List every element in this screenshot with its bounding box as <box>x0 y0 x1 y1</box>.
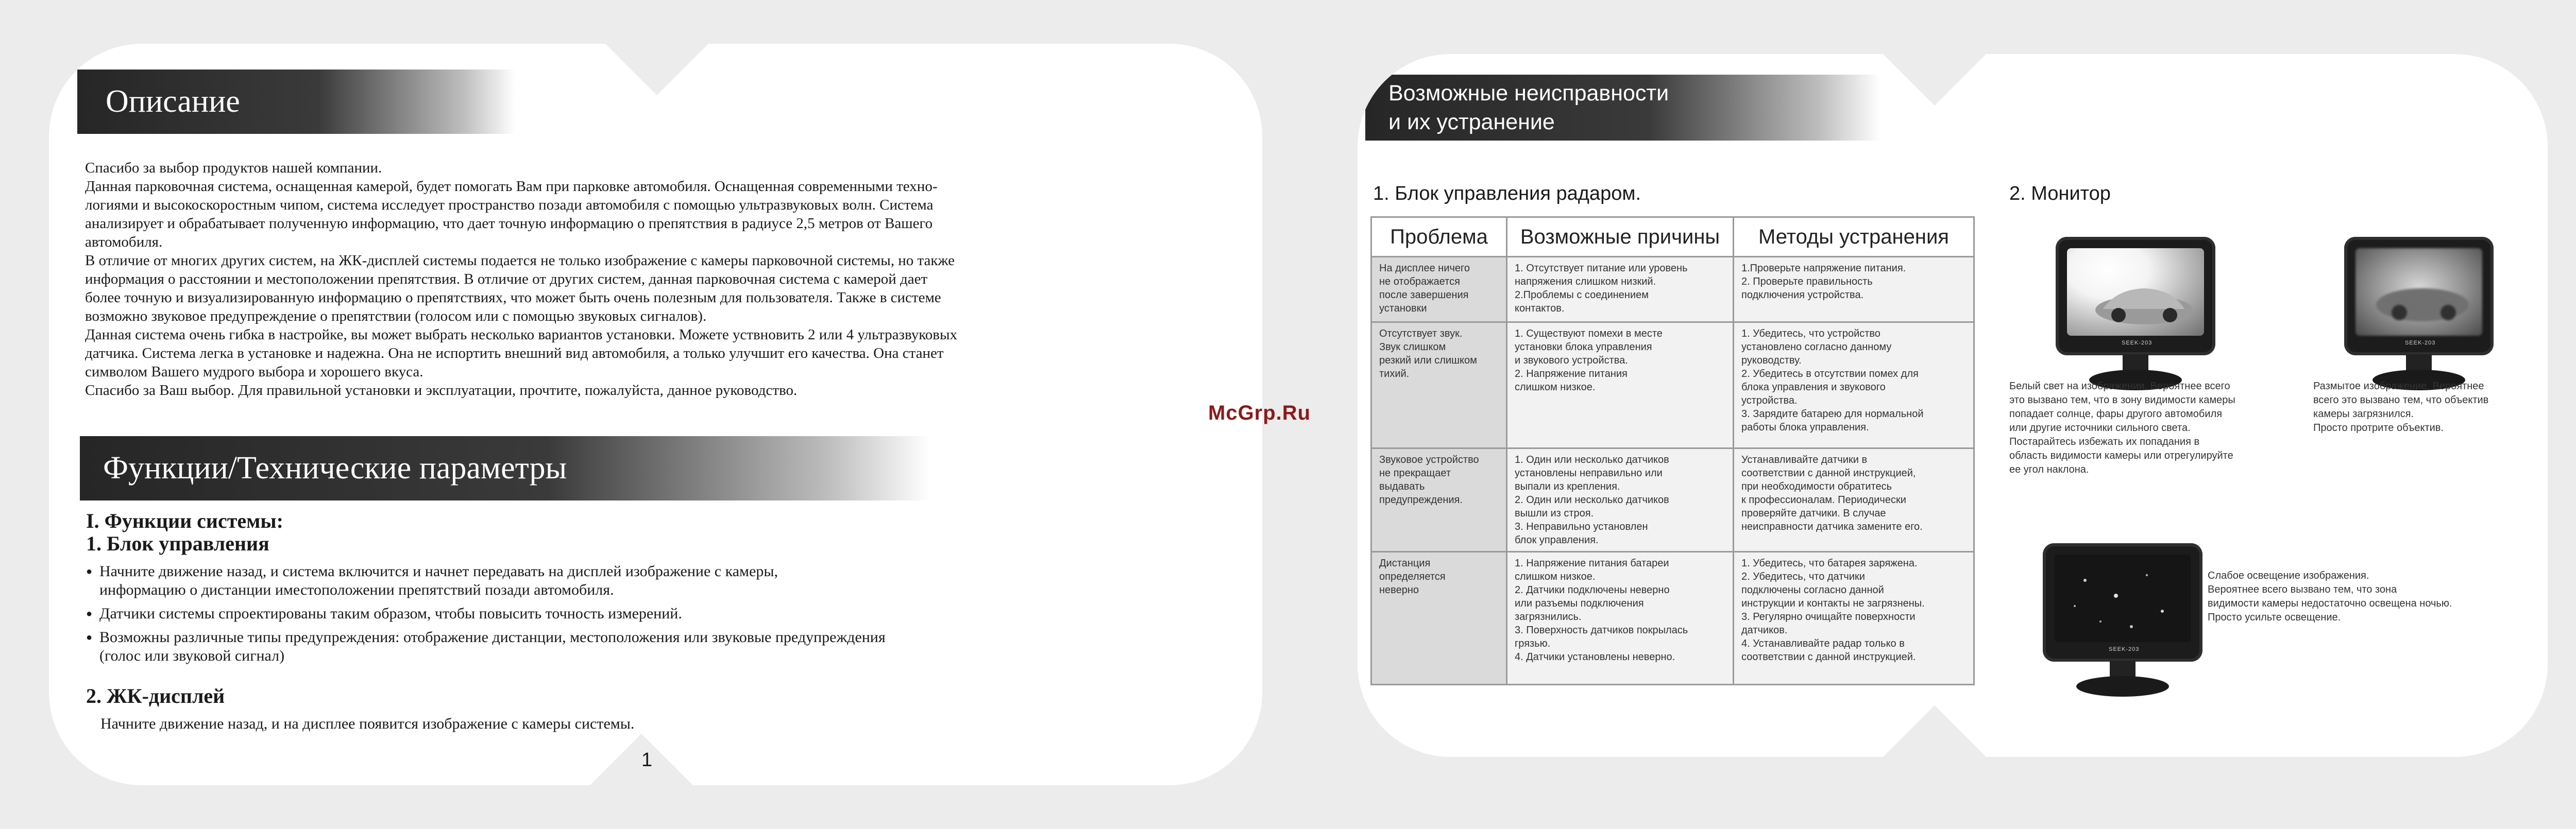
cell-line: 2. Один или несколько датчиков <box>1515 494 1669 506</box>
cell-line: 1.Проверьте напряжение питания. <box>1741 263 1906 274</box>
causes-cell <box>1507 322 1734 448</box>
causes-cell <box>1507 257 1734 322</box>
fixes-cell <box>1734 322 1974 448</box>
description-header <box>77 70 515 134</box>
intro-line: более точную и визуализированную информацию о препятствиях, что может быть очень полезным для пользователя. Также в системе <box>85 289 941 306</box>
control-block-title: 1. Блок управления <box>86 532 269 555</box>
cell-line: На дисплее ничего <box>1379 263 1470 274</box>
monitor-bright-image <box>2056 237 2215 394</box>
bullet-item <box>86 562 886 599</box>
cell-line: 2.Проблемы с соединением <box>1515 289 1649 301</box>
intro-line: информация о расстоянии и местоположении препятствия. В отличие от других систем, данная парковочная система с камерой дает <box>85 271 928 287</box>
car-picture <box>2067 248 2204 336</box>
cell-line: неверно <box>1379 584 1419 596</box>
cell-line: Устанавливайте датчики в <box>1741 454 1868 465</box>
cell-line: при необходимости обратитесь <box>1741 481 1892 492</box>
cell-line: проверяйте датчики. В случае <box>1741 508 1886 519</box>
watermark: McGrp.Ru <box>1208 402 1311 424</box>
cell-line: или разъемы подключения <box>1515 598 1644 609</box>
monitor-logo: SEEK-203 <box>2122 340 2153 346</box>
cell-line: устройства. <box>1741 395 1798 406</box>
cell-line: 2. Убедитесь, что датчики <box>1741 571 1865 582</box>
fixes-cell <box>1734 448 1974 552</box>
caption-line: или другие источники сильного света. <box>2009 422 2191 434</box>
caption-line: попадает солнце, фары другого автомобиля <box>2009 408 2223 420</box>
page-notch-bottom <box>1883 705 1986 757</box>
cell-line: и звукового устройства. <box>1515 355 1628 366</box>
cell-line: подключения устройства. <box>1741 289 1864 301</box>
intro-line: Спасибо за Ваш выбор. Для правильной установки и эксплуатации, прочтите, пожалуйста, данное руководство. <box>85 382 798 399</box>
cell-line: 2. Датчики подключены неверно <box>1515 584 1670 596</box>
column-header: Методы устранения <box>1734 217 1974 257</box>
cell-line: 1. Отсутствует питание или уровень <box>1515 263 1688 274</box>
intro-line: автомобиля. <box>85 234 163 250</box>
cell-line: не прекращает <box>1379 468 1451 479</box>
troubleshooting-header <box>1365 75 1880 141</box>
caption-line: Просто протрите объектив. <box>2313 422 2444 434</box>
table-row <box>1371 552 1974 685</box>
cell-line: слишком низкое. <box>1515 382 1596 393</box>
column-header: Проблема <box>1371 217 1507 257</box>
cell-line: установлено согласно данному <box>1741 341 1892 353</box>
fixes-cell <box>1734 552 1974 685</box>
causes-cell <box>1507 448 1734 552</box>
cell-line: выдавать <box>1379 481 1425 492</box>
bullet-line: ● Возможны различные типы предупреждения: отображение дистанции, местоположения или звуковые предупреждения <box>99 629 886 646</box>
cell-line: блока управления и звукового <box>1741 382 1886 393</box>
monitor-dark-image <box>2043 543 2202 700</box>
cell-line: слишком низкое. <box>1515 571 1596 582</box>
cell-line: датчиков. <box>1741 625 1788 636</box>
intro-line: В отличие от многих других систем, на ЖК-дисплей системы подается не только изображение с камеры парковочной системы, но также <box>85 252 955 269</box>
lcd-text: Начните движение назад, и на дисплее появится изображение с камеры системы. <box>100 715 635 732</box>
bullet-item <box>86 628 886 665</box>
caption-line: это вызвано тем, что в зону видимости камеры <box>2009 394 2235 406</box>
intro-line: логиями и высокоскоростным чипом, система исследует пространство позади автомобиля с помощью ультразвуковых волн. Система <box>85 197 934 213</box>
cell-line: неисправности датчика замените его. <box>1741 521 1923 532</box>
cell-line: 3. Зарядите батарею для нормальной <box>1741 408 1924 420</box>
description-header-title: Описание <box>106 84 240 119</box>
cell-line: руководству. <box>1741 355 1802 366</box>
table-header-row <box>1371 217 1974 257</box>
cell-line: резкий или слишком <box>1379 355 1477 366</box>
cell-line: 1. Напряжение питания батареи <box>1515 558 1669 569</box>
intro-line: датчика. Система легка в установке и надежна. Она не испортить внешний вид автомобиля, а только улучшит его качества. Она станет <box>85 345 944 361</box>
caption-dark <box>2208 569 2452 625</box>
radar-section-title: 1. Блок управления радаром. <box>1373 183 1641 204</box>
cell-line: 3. Неправильно установлен <box>1515 521 1648 532</box>
caption-line: Просто усильте освещение. <box>2208 612 2341 623</box>
cell-line: 1. Убедитесь, что устройство <box>1741 328 1880 339</box>
cell-line: контактов. <box>1515 303 1565 314</box>
bullet-line: ● Начните движение назад, и система включится и начнет передавать на дисплей изображение с камеры, <box>99 563 778 580</box>
dark-scene-picture <box>2054 555 2191 642</box>
cell-line: соответствии с данной инструкцией. <box>1741 651 1916 663</box>
cell-line: 1. Убедитесь, что батарея заряжена. <box>1741 558 1918 569</box>
caption-bright <box>2009 379 2235 477</box>
bullet-line: (голос или звуковой сигнал) <box>99 647 285 664</box>
cell-line: 2. Проверьте правильность <box>1741 276 1873 287</box>
monitor-logo: SEEK-203 <box>2109 646 2140 652</box>
cell-line: не отображается <box>1379 276 1460 287</box>
caption-line: Постарайтесь избежать их попадания в <box>2009 436 2200 447</box>
functions-header-title: Функции/Технические параметры <box>103 451 567 486</box>
caption-blurry <box>2313 379 2488 435</box>
troubleshooting-header-line1: Возможные неисправности <box>1388 81 1669 106</box>
cell-line: установки <box>1379 303 1427 314</box>
cell-line: 4. Устанавливайте радар только в <box>1741 638 1905 649</box>
caption-line: ее угол наклона. <box>2009 464 2089 475</box>
caption-line: всего это вызвано тем, что объектив <box>2313 394 2489 406</box>
cell-line: установки блока управления <box>1515 341 1652 353</box>
monitor-section-title: 2. Монитор <box>2009 183 2111 204</box>
problem-cell <box>1371 552 1507 685</box>
functions-title: I. Функции системы: <box>86 509 283 532</box>
page-notch-top <box>1883 54 1986 106</box>
lcd-title: 2. ЖК-дисплей <box>86 684 225 707</box>
table-row <box>1371 322 1974 448</box>
intro-line: анализирует и обрабатывает полученную информацию, что дает точную информацию о препятствия в радиусе 2,5 метров от Вашего <box>85 215 933 232</box>
functions-section <box>86 510 886 733</box>
caption-line: видимости камеры недостаточно освещена ночью. <box>2208 598 2452 609</box>
intro-line: Данная парковочная система, оснащенная камерой, будет помогать Вам при парковке автомобиля. Оснащенная современными техно- <box>85 178 938 195</box>
cell-line: напряжения слишком низкий. <box>1515 276 1656 287</box>
manual-page-right <box>1358 54 2548 757</box>
problem-cell <box>1371 257 1507 322</box>
cell-line: Звук слишком <box>1379 341 1446 353</box>
cell-line: выпали из крепления. <box>1515 481 1620 492</box>
cell-line: работы блока управления. <box>1741 422 1869 433</box>
causes-cell <box>1507 552 1734 685</box>
cell-line: определяется <box>1379 571 1446 582</box>
intro-line: Спасибо за выбор продуктов нашей компании. <box>85 160 382 176</box>
problem-cell <box>1371 448 1507 552</box>
troubleshooting-header-line2: и их устранение <box>1388 110 1555 134</box>
functions-header <box>80 436 930 500</box>
bullet-item <box>86 605 886 623</box>
caption-line: камеры загрязнился. <box>2313 408 2414 420</box>
cell-line: тихий. <box>1379 368 1410 379</box>
cell-line: инструкции и контакты не загрязнены. <box>1741 598 1925 609</box>
fixes-cell <box>1734 257 1974 322</box>
cell-line: соответствии с данной инструкцией, <box>1741 468 1916 479</box>
intro-line: Данная система очень гибка в настройке, вы может выбрать несколько вариантов установки. Можете уствновить 2 или 4 ультразвуковых <box>85 326 957 343</box>
caption-line: область видимости камеры или отрегулируйте <box>2009 450 2233 461</box>
column-header: Возможные причины <box>1507 217 1734 257</box>
intro-line: символом Вашего мудрого выбора и хорошего вкуса. <box>85 364 423 380</box>
cell-line: 4. Датчики установлены неверно. <box>1515 651 1675 663</box>
cell-line: Отсутствует звук. <box>1379 328 1463 339</box>
page-number: 1 <box>641 749 653 771</box>
caption-line: Размытое изображение. Вероятнее <box>2313 381 2484 392</box>
cell-line: установлены неправильно или <box>1515 468 1663 479</box>
blurred-car-picture <box>2355 248 2482 336</box>
monitor-blurry-image <box>2344 237 2494 394</box>
cell-line: 2. Напряжение питания <box>1515 368 1628 379</box>
cell-line: после завершения <box>1379 289 1469 301</box>
cell-line: Дистанция <box>1379 558 1431 569</box>
intro-line: возможно звуковое предупреждение о препятствии (голосом или с помощью звуковых сигналов). <box>85 308 707 324</box>
table-row <box>1371 448 1974 552</box>
page-notch-top <box>605 44 708 95</box>
cell-line: 1. Существуют помехи в месте <box>1515 328 1663 339</box>
caption-line: Слабое освещение изображения. <box>2208 570 2369 581</box>
cell-line: 2. Убедитесь в отсутствии помех для <box>1741 368 1919 379</box>
cell-line: загрязнились. <box>1515 611 1582 623</box>
cell-line: предупреждения. <box>1379 494 1463 506</box>
cell-line: Звуковое устройство <box>1379 454 1479 465</box>
cell-line: вышли из строя. <box>1515 508 1594 519</box>
bullet-line: информацию о дистанции иместоположении препятствий позади автомобиля. <box>99 581 614 598</box>
functions-bullet-list <box>86 562 886 665</box>
monitor-logo: SEEK-203 <box>2405 340 2436 346</box>
table-row <box>1371 257 1974 322</box>
troubleshooting-table <box>1370 216 1975 685</box>
bullet-line: ● Датчики системы спроектированы таким образом, чтобы повысить точность измерений. <box>99 605 682 622</box>
problem-cell <box>1371 322 1507 448</box>
cell-line: к профессионалам. Периодически <box>1741 494 1906 506</box>
caption-line: Вероятнее всего вызвано тем, что зона <box>2208 584 2397 595</box>
cell-line: 3. Регулярно очищайте поверхности <box>1741 611 1916 623</box>
intro-text <box>85 159 957 400</box>
cell-line: 3. Поверхность датчиков покрылась <box>1515 625 1688 636</box>
cell-line: грязью. <box>1515 638 1551 649</box>
cell-line: подключены согласно данной <box>1741 584 1884 596</box>
caption-line: Белый свет на изображении. Вероятнее всего <box>2009 381 2230 392</box>
cell-line: блок управления. <box>1515 534 1599 546</box>
cell-line: 1. Один или несколько датчиков <box>1515 454 1669 465</box>
manual-page-left <box>49 44 1262 785</box>
